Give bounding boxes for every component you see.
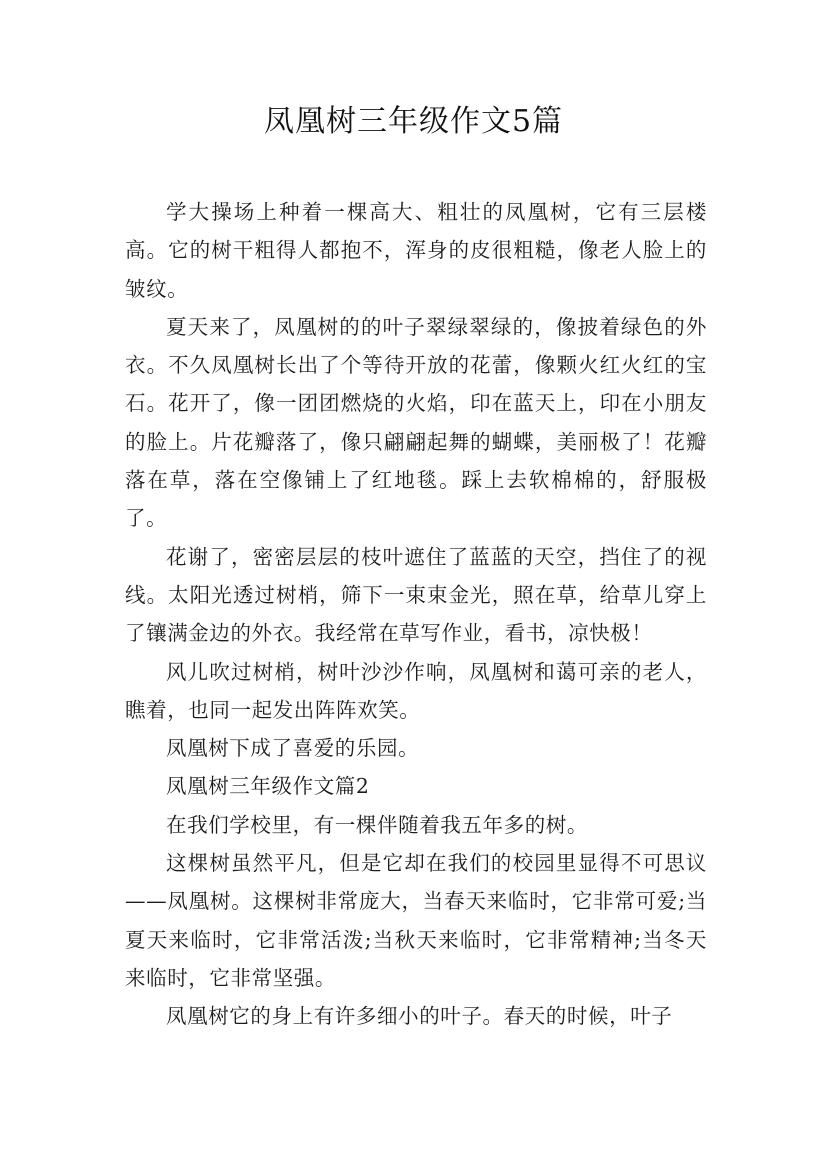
paragraph: 在我们学校里，有一棵伴随着我五年多的树。 (166, 812, 588, 837)
document-body (125, 193, 707, 1036)
paragraph: 凤凰树它的身上有许多细小的叶子。春天的时候，叶子 (166, 1004, 673, 1029)
paragraph: 花谢了，密密层层的枝叶遮住了蓝蓝的天空，挡住了的视线。太阳光透过树梢，筛下一束束金光，照在草，给草儿穿上了镶满金边的外衣。我经常在草写作业，看书，凉快极！ (125, 544, 707, 646)
page-title: 凤凰树三年级作文5篇 (263, 104, 564, 139)
paragraph: 学大操场上种着一棵高大、粗壮的凤凰树，它有三层楼高。它的树干粗得人都抱不，浑身的皮很粗糙，像老人脸上的皱纹。 (125, 200, 707, 301)
section-heading: 凤凰树三年级作文篇2 (166, 774, 370, 799)
paragraph: 凤凰树下成了喜爱的乐园。 (166, 736, 420, 761)
paragraph: 这棵树虽然平凡，但是它却在我们的校园里显得不可思议——凤凰树。这棵树非常庞大，当春天来临时，它非常可爱;当夏天来临时，它非常活泼;当秋天来临时，它非常精神;当冬天来临时，它非常坚强。 (125, 851, 707, 990)
paragraph: 夏天来了，凤凰树的的叶子翠绿翠绿的，像披着绿色的外衣。不久凤凰树长出了个等待开放的花蕾，像颗火红火红的宝石。花开了，像一团团燃烧的火焰，印在蓝天上，印在小朋友的脸上。片花瓣落了，像只翩翩起舞的蝴蝶，美丽极了！花瓣落在草，落在空像铺上了红地毯。踩上去软棉棉的，舒服极了。 (125, 314, 707, 531)
paragraph: 风儿吹过树梢，树叶沙沙作响，凤凰树和蔼可亲的老人，瞧着，也同一起发出阵阵欢笑。 (125, 659, 707, 722)
